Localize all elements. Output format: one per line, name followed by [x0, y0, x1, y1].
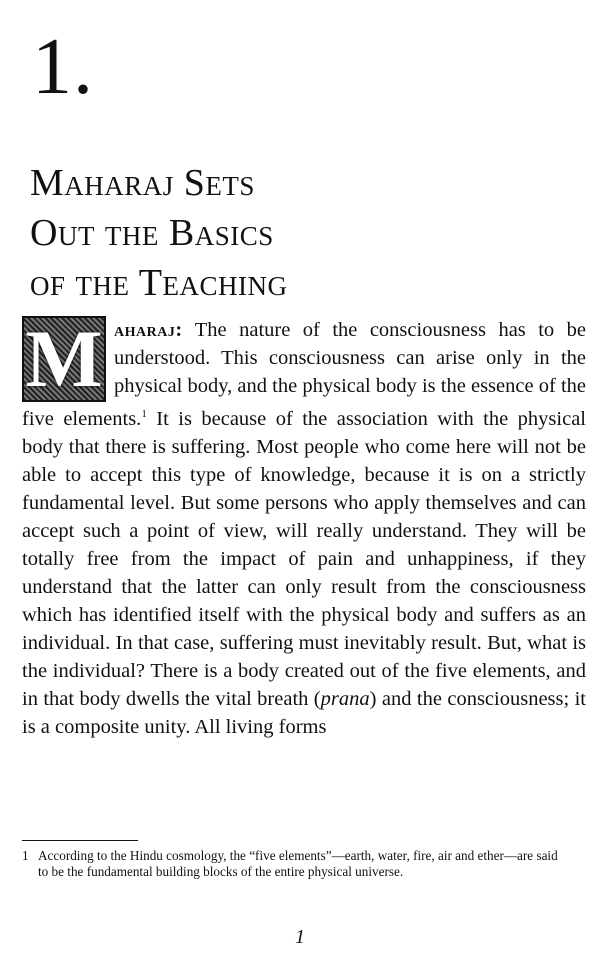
body-text-part: The nature of the consciousness has to be understood. This consciousness can arise only in the physical body, and the physical body is the essence of the five elements.	[22, 319, 586, 430]
page-number: 1	[295, 926, 305, 948]
chapter-number: 1.	[32, 23, 94, 111]
chapter-title-line: Maharaj Sets	[30, 162, 255, 204]
footnote	[22, 848, 567, 880]
footnote-ref: 1	[141, 408, 147, 420]
body-text-part: It is because of the association with the physical body that there is suffering. Most people who come here will not be able to accept this type of knowledge, because it is on a strictly fundamental level. But some persons who apply themselves and can accept such a point of view, will really understand. They will be totally free from the impact of pain and unhappiness, if they understand that the latter can only result from the consciousness which has identified itself with the physical body and suffers as an individual. In that case, suffering must inevitably result. But, what is the individual? There is a body created out of the five elements, and in that body dwells the vital breath (	[22, 407, 586, 710]
chapter-title	[30, 158, 570, 308]
speaker-label: aharaj:	[114, 319, 183, 341]
footnote-rule	[22, 840, 138, 841]
footnote-text: According to the Hindu cosmology, the “five elements”—earth, water, fire, air and ether—are said to be the fundamental building blocks of the entire physical universe.	[38, 848, 558, 879]
dropcap-letter: M	[25, 316, 103, 402]
body-paragraph	[22, 316, 586, 741]
footnote-number: 1	[22, 848, 29, 863]
term-italic: prana	[320, 687, 370, 710]
chapter-title-line: of the Teaching	[30, 262, 288, 304]
dropcap-illumination	[22, 316, 106, 402]
body-text-part: ) and the consciousness; it is a composite unity. All living forms	[22, 687, 586, 738]
chapter-title-line: Out the Basics	[30, 212, 274, 254]
